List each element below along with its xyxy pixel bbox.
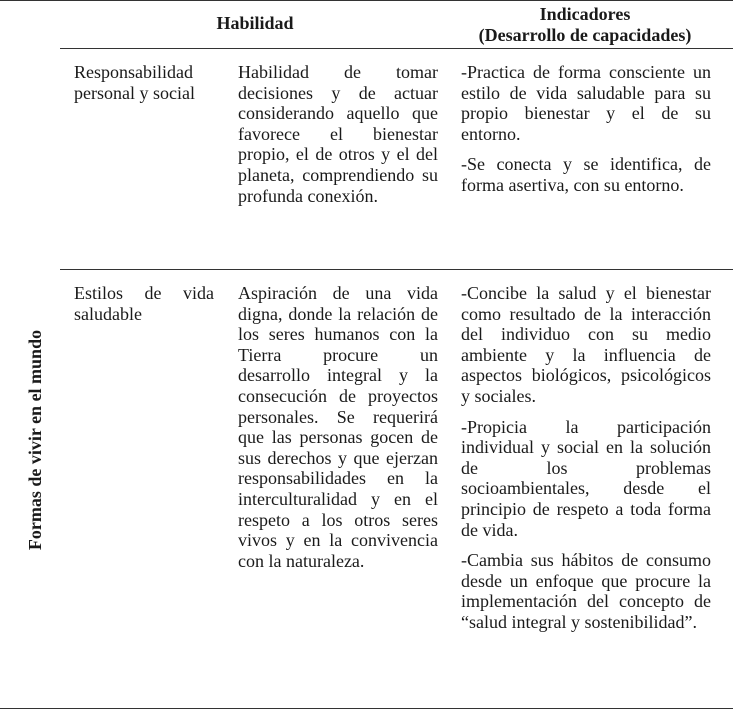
row-divider-rule [60,269,733,270]
row-2-indicador-1: -Concibe la salud y el bienestar como resultado de la interacción del individuo con su medio ambiente y la influencia de aspectos biológicos, psicológicos y sociales. [461,283,711,406]
header-indicadores-line2: (Desarrollo de capacidades) [478,25,692,45]
table-bottom-rule [0,708,733,709]
row-1-title: Responsabilidad personal y social [74,62,195,103]
side-label: Formas de vivir en el mundo [25,329,45,551]
row-2-indicador-3: -Cambia sus hábitos de consumo desde un enfoque que procure la implementación del concepto de “salud integral y sostenibilidad”. [461,550,711,632]
table-top-rule [0,0,733,1]
row-1-indicador-2: -Se conecta y se identifica, de forma asertiva, con su entorno. [461,154,711,195]
header-bottom-rule [60,48,733,49]
row-1-indicador-1: -Practica de forma consciente un estilo de vida saludable para su propio bienestar y el de su entorno. [461,62,711,144]
row-1-habilidad: Habilidad de tomar decisiones y de actuar considerando aquello que favorece el bienestar propio, el de otros y el del planeta, comprendiendo su profunda conexión. [238,62,438,206]
row-1-indicadores [461,62,711,206]
row-2-indicadores [461,283,711,643]
header-indicadores [445,4,725,46]
row-2-indicador-2: -Propicia la participación individual y social en la solución de los problemas socioambientales, desde el principio de respeto a toda forma de vida. [461,416,711,540]
header-habilidad: Habilidad [216,13,294,33]
row-2-habilidad: Aspiración de una vida digna, donde la relación de los seres humanos con la Tierra procure un desarrollo integral y la consecución de proyectos personales. Se requerirá que las personas gocen de sus derechos y que ejerzan responsabilidades en la interculturalidad y en el respeto a los otros seres vivos y en la convivencia con la naturaleza. [238,283,438,571]
row-2-title: Estilos de vida saludable [74,283,214,324]
header-indicadores-line1: Indicadores [539,4,631,24]
